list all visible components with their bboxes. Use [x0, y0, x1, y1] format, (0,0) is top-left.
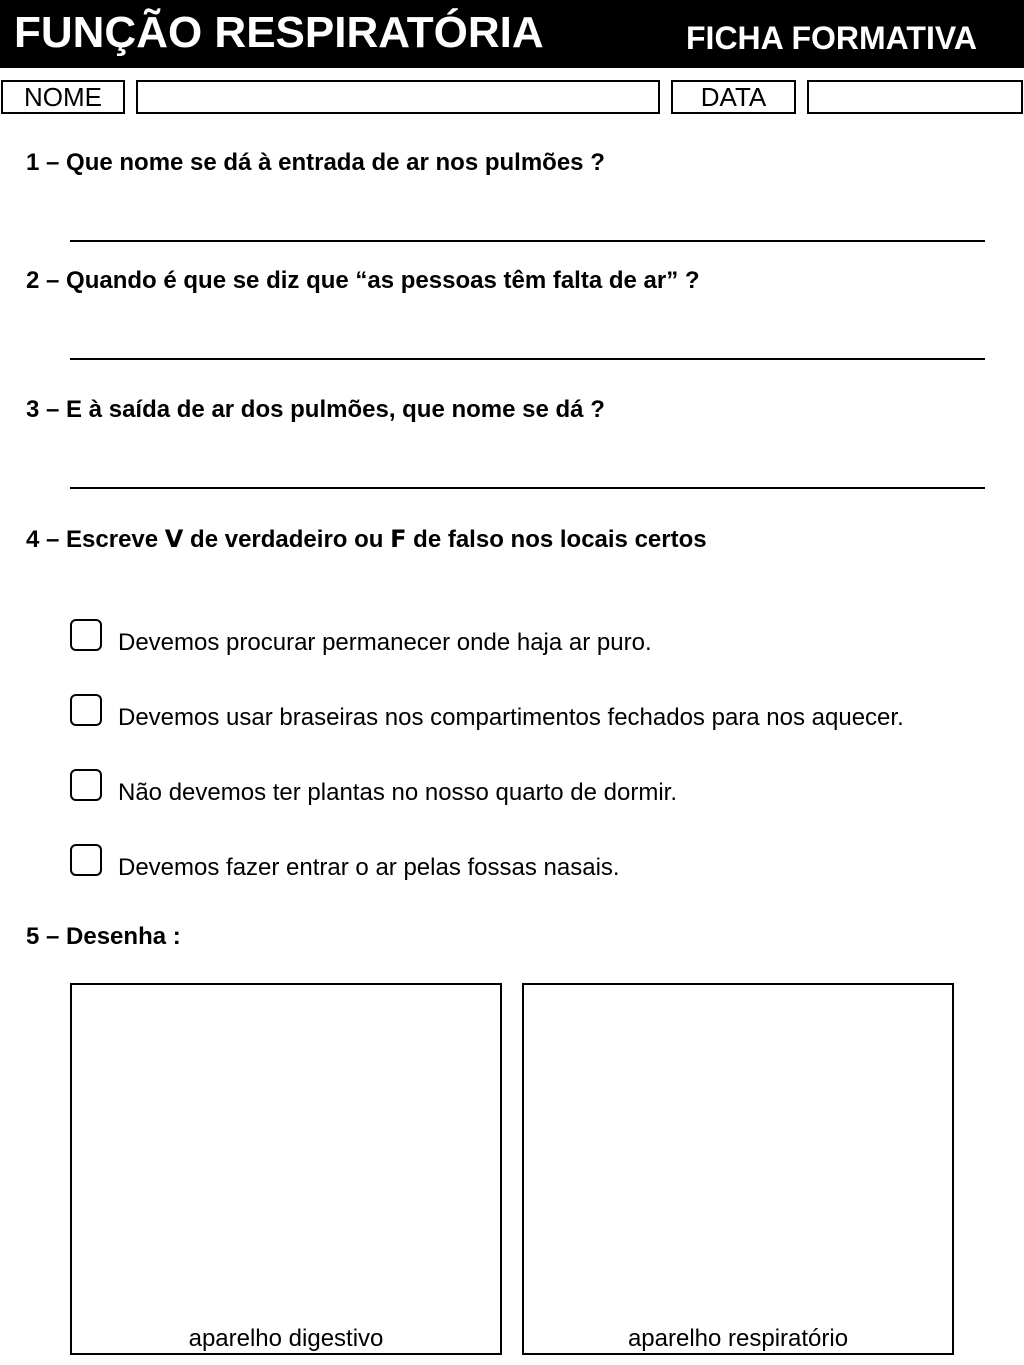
statement-1-checkbox[interactable] [70, 619, 102, 651]
question-3: 3 – E à saída de ar dos pulmões, que nome se dá ? [26, 396, 605, 423]
statement-3-text: Não devemos ter plantas no nosso quarto de dormir. [118, 779, 677, 806]
statement-2-text: Devemos usar braseiras nos compartimentos fechados para nos aquecer. [118, 704, 904, 731]
date-field[interactable] [807, 80, 1023, 114]
question-4-middle: de verdadeiro ou [183, 526, 391, 553]
statement-4 [70, 843, 620, 881]
statement-4-text: Devemos fazer entrar o ar pelas fossas nasais. [118, 854, 620, 881]
question-4-suffix: de falso nos locais certos [406, 526, 707, 553]
statement-4-checkbox[interactable] [70, 844, 102, 876]
drawing-box-respiratory[interactable] [522, 983, 954, 1355]
statement-3 [70, 768, 677, 806]
statement-1-text: Devemos procurar permanecer onde haja ar puro. [118, 629, 652, 656]
statement-2-checkbox[interactable] [70, 694, 102, 726]
drawing-box-digestive[interactable] [70, 983, 502, 1355]
statement-2 [70, 693, 904, 731]
drawing-caption-respiratory: aparelho respiratório [627, 1325, 849, 1352]
statement-1 [70, 618, 652, 656]
question-4-prefix: 4 – Escreve [26, 526, 165, 553]
answer-line-3[interactable] [70, 487, 985, 489]
name-label: NOME [1, 80, 125, 114]
question-4 [26, 525, 707, 554]
drawing-caption-digestive: aparelho digestivo [188, 1325, 384, 1352]
header-bar [0, 0, 1024, 68]
page-title: FUNÇÃO RESPIRATÓRIA [14, 8, 544, 57]
date-label: DATA [671, 80, 796, 114]
answer-line-2[interactable] [70, 358, 985, 360]
question-5: 5 – Desenha : [26, 923, 181, 950]
page-subtitle: FICHA FORMATIVA [686, 20, 977, 56]
question-1: 1 – Que nome se dá à entrada de ar nos pulmões ? [26, 149, 605, 176]
v-letter: V [164, 525, 184, 553]
answer-line-1[interactable] [70, 240, 985, 242]
f-letter: F [390, 525, 407, 553]
name-field[interactable] [136, 80, 660, 114]
statement-3-checkbox[interactable] [70, 769, 102, 801]
question-2: 2 – Quando é que se diz que “as pessoas têm falta de ar” ? [26, 267, 700, 294]
